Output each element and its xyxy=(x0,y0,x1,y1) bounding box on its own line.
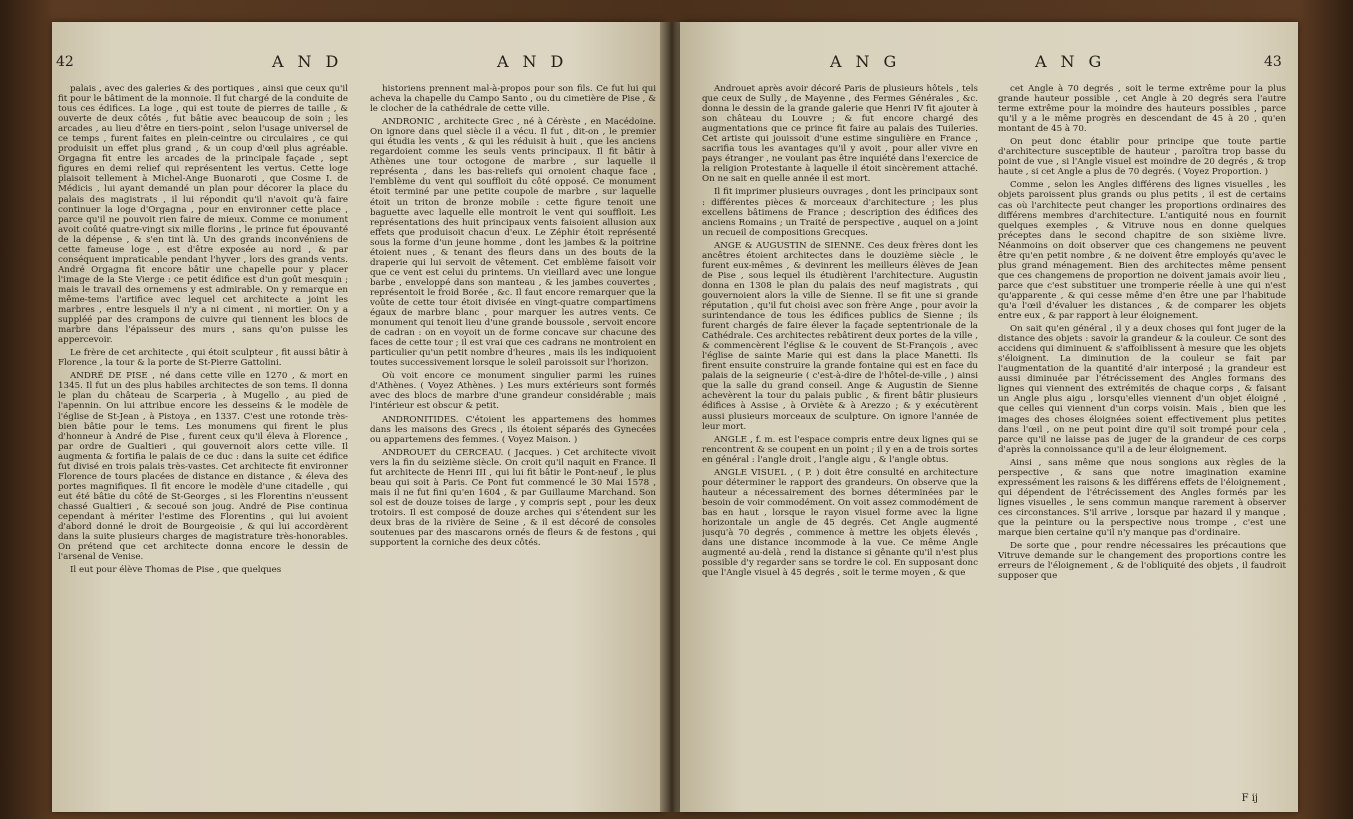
paragraph: On sait qu'en général , il y a deux choses qui font juger de la distance des objets : savoir la grandeur & la couleur. Ce sont des accidens qui diminuent & s'affoiblissent à mesure que les objets s'éloignent. La diminution de la couleur se fait par l'augmentation de la quantité d'air interposé ; la grandeur est aussi diminuée par l'étrécissement des Angles formans des lignes qui viennent des extrémités de chaque corps , & faisant un Angle plus aigu , lorsqu'elles viennent d'un objet éloigné , que celles qui viennent d'un corps voisin. Mais , bien que les images des choses éloignées soient effectivement plus petites dans l'œil , on ne peut point dire qu'il soit trompé pour cela , parce qu'il ne laisse pas de juger de la grandeur de ces corps d'après la connoissance qu'il a de leur éloignement. xyxy=(998,324,1286,455)
paragraph: Il eut pour élève Thomas de Pise , que quelques xyxy=(70,565,282,576)
paragraph: Ainsi , sans même que nous songions aux règles de la perspective , & sans que notre imagination examine expressément les raisons & les différens effets de l'éloignement , qui dépendent de l'étrécissement des Angles formés par les lignes visuelles , le sens commun manque rarement à observer ces circonstances. S'il arrive , lorsque par hazard il y manque , que la peinture ou la perspective nous trompe , c'est une marque bien certaine qu'il n'y manque pas d'ordinaire. xyxy=(998,457,1286,539)
paragraph: ANDRONIC , architecte Grec , né à Cérèste , en Macédoine. On ignore dans quel siècle il a vécu. Il fut , dit-on , le premier qui étudia les vents , & qui les réduisit à huit , que les anciens regardoient comme les seuls vents principaux. Il fit bâtir à Athènes une tour octogone de marbre , sur laquelle il représenta , dans les bas-reliefs qui ornoient chaque face , l'emblème du vent qui souffloit du côté opposé. Ce monument étoit terminé par une petite coupole de marbre , sur laquelle étoit un triton de bronze mobile : cette figure tenoit une baguette avec laquelle elle montroit le vent qui souffloit. Les représentations des huit principaux vents faisoient allusion aux effets que produisoit chacun d'eux. Le Zéphir étoit représenté sous la forme d'un jeune homme , dont les jambes & la poitrine étoient nues , & tenant des fleurs dans un des bouts de la draperie qui lui servoit de vêtement. Cet emblème faisoit voir que ce vent est celui du printems. Un vieillard avec une longue barbe , enveloppé dans son manteau , & les jambes couvertes , représentoit le froid Borée , &c. Il faut encore remarquer que la voûte de cette tour étoit divisée en vingt-quatre compartimens égaux de marbre blanc , pour marquer les autres vents. Ce monument qui tenoit lieu d'une grande boussole , servoit encore de cadran : on en voyoit un de forme concave sur chacune des faces de cette tour ; il est vrai que ces cadrans ne montroient en particulier qu'un petit nombre d'heures , mais ils les indiquoient toutes successivement lorsque le soleil paroissoit sur l'horizon. xyxy=(370,117,656,369)
left-running-head xyxy=(52,52,664,82)
paragraph: palais , avec des galeries & des portiques , ainsi que ceux qu'il fit pour le bâtiment de la monnoie. Il fut chargé de la conduite de tous ces édifices. La loge , qui est toute de pierres de taille , & ouverte de deux côtés , fut bâtie avec beaucoup de soin ; les arcades , au lieu d'être en tiers-point , selon l'usage universel de ce temps , furent faites en plein-ceintre ou circulaires , ce qui produisit un effet plus grand , & un coup d'œil plus agréable. Orgagna fit entre les arcades de la principale façade , sept figures en demi relief qui représentent les vertus. Cette loge plaisoit tellement à Michel-Ange Buonaroti , que Cosme I. de Médicis , lui ayant demandé un plan pour décorer la place du palais des magistrats , il lui répondit qu'il n'avoit qu'à faire continuer la loge d'Orgagna , pour en environner cette place , parce qu'il ne pouvoit rien faire de mieux. Comme ce monument avoit coûté quatre-vingt six mille florins , le prince fut épouvanté de la dépense , & s'en tint là. Un des grands inconvéniens de cette fameuse loge , est d'être exposée au nord , & par conséquent impraticable pendant l'hyver , lors des grands vents. André Orgagna fit encore bâtir une chapelle pour y placer l'image de la Ste Vierge : ce petit édifice est d'un goût mesquin ; mais le travail des ornemens y est admirable. On y remarque en même-tems l'artifice avec lequel cet architecte a joint les marbres , entre lesquels il n'y a ni ciment , ni mortier. On y a suppléé par des crampons de cuivre qui tiennent les blocs de marbre dans l'épaisseur des murs , sans qu'on puisse les appercevoir. xyxy=(58,84,348,346)
paragraph: cet Angle à 70 degrés , soit le terme extrême pour la plus grande hauteur possible , cet Angle à 20 degrés sera l'autre terme extrême pour la moindre des hauteurs possibles , parce qu'il y a le même progrès en descendant de 45 à 20 , qu'en montant de 45 à 70. xyxy=(998,84,1286,135)
left-page xyxy=(52,22,664,812)
paragraph: ANGLE , f. m. est l'espace compris entre deux lignes qui se rencontrent & se coupent en un point ; il y en a de trois sortes en général : l'angle droit , l'angle aigu , & l'angle obtus. xyxy=(702,434,978,465)
right-running-head xyxy=(680,52,1298,82)
paragraph: historiens prennent mal-à-propos pour son fils. Ce fut lui qui acheva la chapelle du Campo Santo , ou du cimetière de Pise , & le clocher de la cathédrale de cette ville. xyxy=(370,84,656,115)
paragraph: ANDRÉ DE PISE , né dans cette ville en 1270 , & mort en 1345. Il fut un des plus habiles architectes de son tems. Il donna le plan du château de Scarperia , à Mugello , au pied de l'apennin. On lui attribue encore les desseins & le modèle de l'église de St-Jean , à Pistoya , en 1337. C'est une rotonde très-bien bâtie pour le tems. Les monumens qui firent le plus d'honneur à André de Pise , furent ceux qu'il éleva à Florence , par ordre de Gualtieri , qui gouvernoit alors cette ville. Il augmenta & fortifia le palais de ce duc : dans la suite cet édifice fut divisé en trois palais très-vastes. Cet architecte fit environner Florence de tours placées de distance en distance , & éleva des portes magnifiques. Il fit encore le modèle d'une citadelle , qui eut été bâtie du côté de St-Georges , si les Florentins n'eussent chassé Gualtieri , & secoué son joug. André de Pise continua cependant à mériter l'estime des Florentins , qui lui avoient d'abord donné le droit de Bourgeoisie , & qui lui accordèrent dans la suite plusieurs charges de magistrature très-honorables. On prétend que cet architecte donna encore le dessin de l'arsenal de Venise. xyxy=(58,371,348,563)
paragraph: ANDROUET du CERCEAU. ( Jacques. ) Cet architecte vivoit vers la fin du seizième siècle. On croit qu'il naquit en France. Il fut architecte de Henri III , qui lui fit bâtir le Pont-neuf , le plus beau qui soit à Paris. Ce Pont fut commencé le 30 Mai 1578 , mais il ne fut fini qu'en 1604 , & par Guillaume Marchand. Son sol est de douze toises de large , y compris sept , pour les deux trotoirs. Il est composé de douze arches qui s'étendent sur les deux bras de la rivière de Seine , & il est décoré de consoles soutenues par des mascarons ornés de fleurs & de festons , qui supportent la corniche des deux côtés. xyxy=(370,447,656,549)
left-column-2 xyxy=(370,84,656,804)
paragraph: Où voit encore ce monument singulier parmi les ruines d'Athènes. ( Voyez Athènes. ) Les murs extérieurs sont formés avec des blocs de marbre d'une grandeur considérable ; mais l'intérieur est obscur & petit. xyxy=(370,371,656,412)
right-head-word-1: ANG xyxy=(830,52,911,71)
signature-mark: F ij xyxy=(1241,793,1258,804)
left-column-1 xyxy=(58,84,348,804)
paragraph: ANGE & AUGUSTIN de SIENNE. Ces deux frères dont les ancêtres étoient architectes dans le douzième siècle , le furent eux-mêmes , & devinrent les meilleurs élèves de Jean de Pise , sous lequel ils étudièrent l'architecture. Augustin donna en 1308 le plan du palais des neuf magistrats , qui gouvernoient alors la ville de Sienne. Il se fit une si grande réputation , qu'il fut choisi avec son frère Ange , pour avoir la surintendance de tous les édifices publics de Sienne ; ils furent chargés de faire élever la façade septentrionale de la Cathédrale. Ces architectes rebâtirent deux portes de la ville , & commencèrent l'église & le couvent de St-François , avec l'église de sainte Marie qui est dans la place Manetti. Ils firent ensuite construire la grande fontaine qui est en face du palais de la seigneurie ( c'est-à-dire de l'hôtel-de-ville , ) ainsi que la salle du grand conseil. Ange & Augustin de Sienne achevèrent la tour du palais public , & firent bâtir plusieurs édifices à Assise , à Orviète & à Arezzo ; & y exécutèrent aussi plusieurs morceaux de sculpture. On ignore l'année de leur mort. xyxy=(702,240,978,432)
left-head-word-1: AND xyxy=(272,52,353,71)
right-column-2 xyxy=(998,84,1286,804)
right-head-word-2: ANG xyxy=(1035,52,1116,71)
paragraph: On peut donc établir pour principe que toute partie d'architecture susceptible de hauteur , paroîtra trop basse du point de vue , si l'Angle visuel est moindre de 20 degrés , & trop haute , si cet Angle a plus de 70 degrés. ( Voyez Proportion. ) xyxy=(998,137,1286,178)
paragraph: De sorte que , pour rendre nécessaires les précautions que Vitruve demande sur le changement des proportions contre les erreurs de l'éloignement , & de l'obliquité des objets , il faudroit supposer que xyxy=(998,541,1286,582)
paragraph: Le frère de cet architecte , qui étoit sculpteur , fit aussi bâtir à Florence , la tour & la porte de St-Pierre Gattolini. xyxy=(58,348,348,369)
paragraph: Il fit imprimer plusieurs ouvrages , dont les principaux sont : différentes pièces & morceaux d'architecture ; les plus excellens bâtimens de France ; description des édifices des anciens Romains ; un Traité de perspective , auquel on a joint un recueil de compositions Grecques. xyxy=(702,187,978,238)
right-column-1 xyxy=(702,84,978,804)
paragraph: Comme , selon les Angles différens des lignes visuelles , les objets paroissent plus grands ou plus petits , il est de certains cas où l'architecte peut changer les proportions ordinaires des différens membres d'architecture. L'antiquité nous en fournit quelques exemples , & Vitruve nous en donne quelques préceptes dans le second chapitre de son sixième livre. Néanmoins on doit observer que ces changemens ne peuvent être qu'en petit nombre , & ne doivent être employés qu'avec le plus grand ménagement. Bien des architectes même pensent que ces changemens de proportion ne doivent jamais avoir lieu , parce que c'est substituer une tromperie réelle à une qui n'est qu'apparente , & qui cesse même d'en être une par l'habitude qu'a l'œil d'évaluer les distances , & de comparer les objets entre eux , & par rapport à leur éloignement. xyxy=(998,180,1286,322)
paragraph: ANGLE VISUEL , ( P. ) doit être consulté en architecture pour déterminer le rapport des grandeurs. On observe que la hauteur a nécessairement des bornes déterminées par le besoin de voir commodément. On voit assez commodément de bas en haut , lorsque le rayon visuel forme avec la ligne horizontale un angle de 45 degrés. Cet Angle augmenté jusqu'à 70 degrés , commence à mettre les objets élevés , dans une distance incommode à la vue. Ce même Angle augmenté au-delà , rend la distance si gênante qu'il n'est plus possible d'y regarder sans se tordre le col. En supposant donc que l'Angle visuel à 45 degrés , soit le terme moyen , & que xyxy=(702,467,978,579)
right-page-number: 43 xyxy=(1264,54,1282,70)
paragraph: Androuet après avoir décoré Paris de plusieurs hôtels , tels que ceux de Sully , de Mayenne , des Fermes Générales , &c. donna le dessin de la grande galerie que Henri IV fit ajouter à son château du Louvre ; & fut encore chargé des augmentations que ce prince fit faire au palais des Tuileries. Cet artiste qui jouissoit d'une estime singulière en France , sacrifia tous les avantages qu'il y avoit , pour aller vivre en pays étranger , ne voulant pas être inquiété dans l'exercice de la religion Protestante à laquelle il étoit sincèrement attaché. On ne sait en quelle année il est mort. xyxy=(702,84,978,185)
right-page xyxy=(680,22,1298,812)
left-head-word-2: AND xyxy=(497,52,578,71)
paragraph: ANDRONITIDES. C'étoient les appartemens des hommes dans les maisons des Grecs , ils étoient séparés des Gynecées ou appartemens des femmes. ( Voyez Maison. ) xyxy=(370,414,656,445)
left-page-number: 42 xyxy=(56,54,74,70)
